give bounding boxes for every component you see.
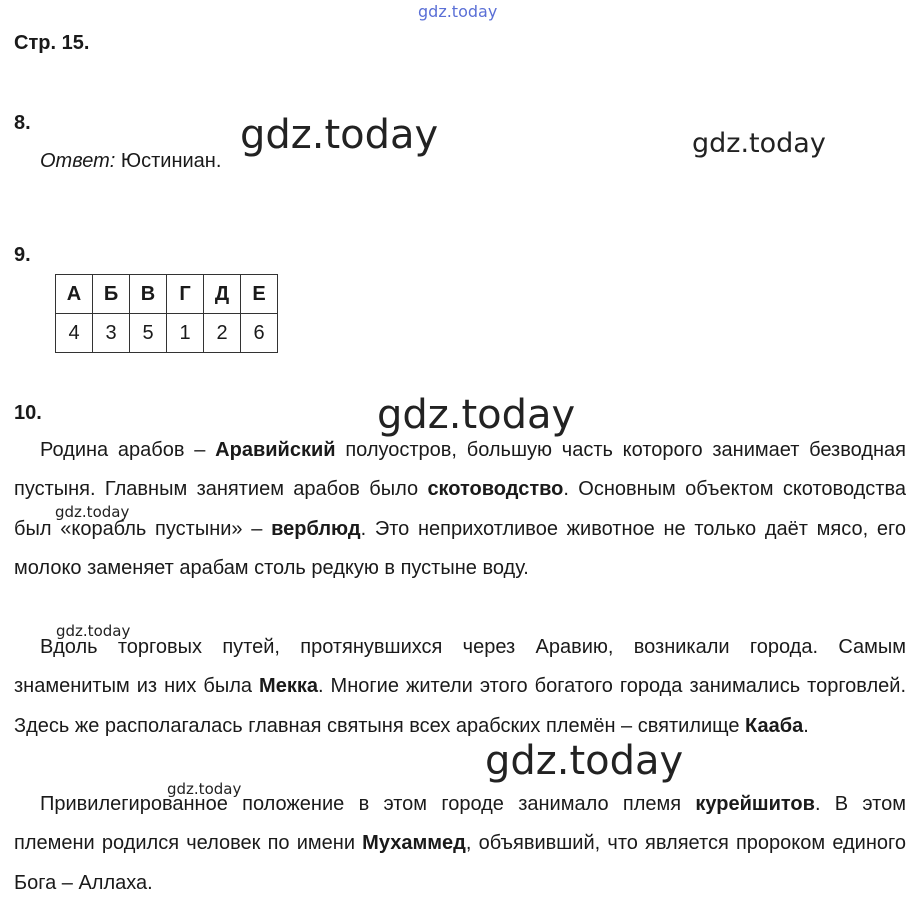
table-header-cell: Б (93, 275, 130, 314)
table-header-cell: А (56, 275, 93, 314)
text-run: полуостров, большую часть которого занимает безводная пустыня. Главным занятием арабов было (14, 439, 906, 501)
table-value-cell: 1 (167, 314, 204, 353)
table-value-cell: 3 (93, 314, 130, 353)
term-muhammad: Мухаммед (362, 832, 466, 855)
term-kaaba: Кааба (745, 714, 804, 737)
table-header-cell: Е (241, 275, 278, 314)
paragraph-1 (14, 431, 906, 588)
task-8-answer (40, 150, 221, 173)
table-value-cell: 4 (56, 314, 93, 353)
table-header-cell: В (130, 275, 167, 314)
watermark-small: gdz.today (56, 622, 131, 640)
text-run: . Это неприхотливое животное не только даёт мясо, его молоко заменяет арабам столь редкую в пустыне воду. (14, 517, 906, 579)
text-run: . Основным объектом скотоводства был «корабль пустыни» – (14, 478, 906, 540)
watermark-large: gdz.today (240, 112, 439, 158)
watermark-top: gdz.today (418, 2, 498, 21)
table-value-row (56, 314, 278, 353)
page-label: Стр. 15. (14, 32, 90, 54)
paragraph-2 (14, 628, 906, 746)
table-header-row (56, 275, 278, 314)
text-run: . (803, 714, 809, 737)
watermark-small: gdz.today (55, 503, 130, 521)
text-run: . Многие жители этого богатого города занимались торговлей. Здесь же располагалась главная святыня всех арабских племён – святилище (14, 675, 906, 737)
task-8-number: 8. (14, 112, 31, 134)
table-header-cell: Д (204, 275, 241, 314)
watermark-right: gdz.today (692, 128, 826, 159)
table-value-cell: 2 (204, 314, 241, 353)
term-cattle-breeding: скотоводство (427, 478, 564, 501)
table-value-cell: 5 (130, 314, 167, 353)
term-quraysh: курейшитов (695, 793, 815, 815)
answer-table (55, 274, 278, 353)
table-header-cell: Г (167, 275, 204, 314)
term-camel: верблюд (271, 517, 361, 540)
task-10-number: 10. (14, 402, 42, 424)
paragraph-3 (14, 785, 906, 903)
table-value-cell: 6 (241, 314, 278, 353)
text-run: Родина арабов – (40, 439, 216, 461)
term-arabian: Аравийский (215, 439, 336, 461)
text-run: , объявивший, что является пророком единого Бога – Аллаха. (14, 832, 906, 894)
watermark-small: gdz.today (167, 780, 242, 798)
text-run: Вдоль торговых путей, протянувшихся через Аравию, возникали города. Самым знаменитым из них была (14, 636, 906, 698)
text-run: . В этом племени родился человек по имени (14, 793, 906, 855)
answer-text: Юстиниан. (115, 150, 222, 172)
text-run: Привилегированное положение в этом городе занимало племя (40, 793, 696, 815)
watermark-large: gdz.today (485, 738, 684, 784)
task-9-number: 9. (14, 244, 31, 266)
term-mecca: Мекка (259, 675, 318, 698)
watermark-large: gdz.today (377, 392, 576, 438)
answer-label: Ответ: (40, 150, 116, 172)
